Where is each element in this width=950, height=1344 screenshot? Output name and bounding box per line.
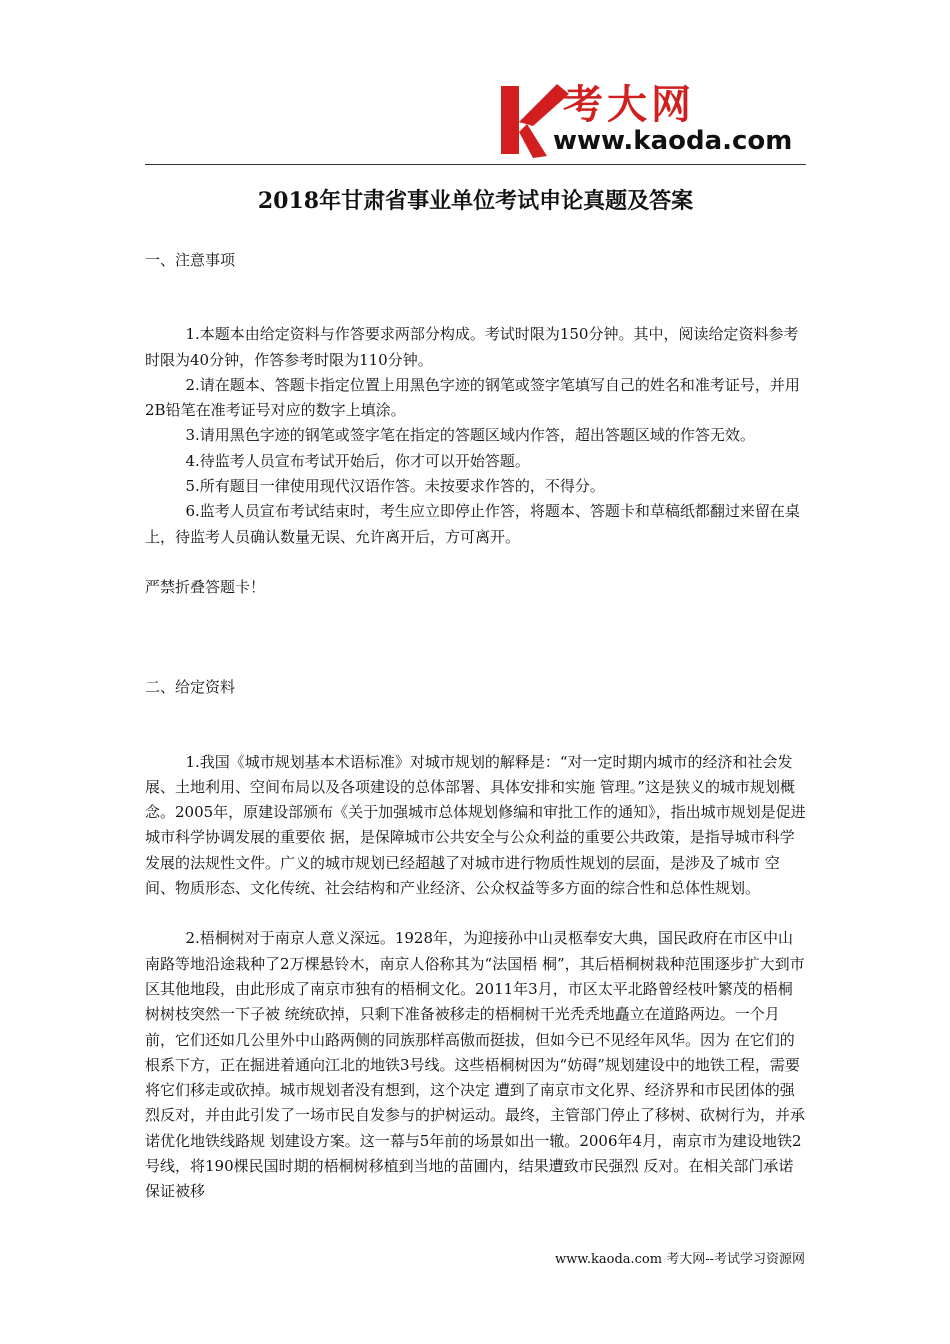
notice-item: 1.本题本由给定资料与作答要求两部分构成。考试时限为150分钟。其中，阅读给定资料参考时限为40分钟，作答参考时限为110分钟。 — [145, 325, 799, 369]
notice-item: 5.所有题目一律使用现代汉语作答。未按要求作答的，不得分。 — [185, 477, 605, 496]
material-paragraph: 2.梧桐树对于南京人意义深远。1928年，为迎接孙中山灵柩奉安大典，国民政府在市区中山南路等地沿途栽种了2万棵悬铃木，南京人俗称其为“法国梧 桐”，其后梧桐树栽种范围逐步扩大到市区其他地段，由此形成了南京市独有的梧桐文化。2011年3月，市区太平北路曾经枝叶繁茂的梧桐树树枝突然一下子被 统统砍掉，只剩下准备被移走的梧桐树干光秃秃地矗立在道路两边。一个月前，它们还如几公里外中山路两侧的同族那样高傲而挺拔，但如今已不见经年风华。因为 在它们的根系下方，正在掘进着通向江北的地铁3号线。这些梧桐树因为“妨碍”规划建设中的地铁工程，需要将它们移走或砍掉。城市规划者没有想到，这个决定 遭到了南京市文化界、经济界和市民团体的强烈反对，并由此引发了一场市民自发参与的护树运动。最终，主管部门停止了移树、砍树行为，并承诺优化地铁线路规 划建设方案。这一幕与5年前的场景如出一辙。2006年4月，南京市为建设地铁2号线，将190棵民国时期的梧桐树移植到当地的苗圃内，结果遭致市民强烈 反对。在相关部门承诺保证被移 — [145, 929, 806, 1201]
material-heading: 二、给定资料 — [145, 678, 236, 697]
kaoda-logo — [497, 80, 809, 162]
header-divider — [145, 164, 806, 165]
logo-url-text: www.kaoda.com — [553, 126, 793, 156]
notice-item: 2.请在题本、答题卡指定位置上用黑色字迹的钢笔或签字笔填写自己的姓名和准考证号，并用2B铅笔在准考证号对应的数字上填涂。 — [145, 375, 800, 420]
material-paragraph: 1.我国《城市规划基本术语标准》对城市规划的解释是：“对一定时期内城市的经济和社会发展、土地利用、空间布局以及各项建设的总体部署、具体安排和实施 管理。”这是狭义的城市规划概念。2005年，原建设部颁布《关于加强城市总体规划修编和审批工作的通知》，指出城市规划是促进城市科学协调发展的重要依 据，是保障城市公共安全与公众利益的重要公共政策，是指导城市科学发展的法规性文件。广义的城市规划已经超越了对城市进行物质性规划的层面，是涉及了城市 空间、物质形态、文化传统、社会结构和产业经济、公众权益等多方面的综合性和总体性规划。 — [145, 752, 806, 898]
warning-text: 严禁折叠答题卡！ — [145, 577, 266, 596]
notice-item: 3.请用黑色字迹的钢笔或签字笔在指定的答题区域内作答，超出答题区域的作答无效。 — [185, 426, 755, 445]
notice-item: 6.监考人员宣布考试结束时，考生应立即停止作答，将题本、答题卡和草稿纸都翻过来留在桌上，待监考人员确认数量无误、允许离开后，方可离开。 — [145, 502, 800, 546]
document-title: 2018年甘肃省事业单位考试申论真题及答案 — [257, 188, 694, 214]
notice-heading: 一、注意事项 — [145, 251, 236, 269]
page-footer: www.kaoda.com 考大网--考试学习资源网 — [555, 1252, 805, 1267]
notice-item: 4.待监考人员宣布考试开始后，你才可以开始答题。 — [185, 451, 530, 470]
document-body — [145, 248, 806, 1205]
logo-brand-text: 考大网 — [563, 82, 695, 128]
